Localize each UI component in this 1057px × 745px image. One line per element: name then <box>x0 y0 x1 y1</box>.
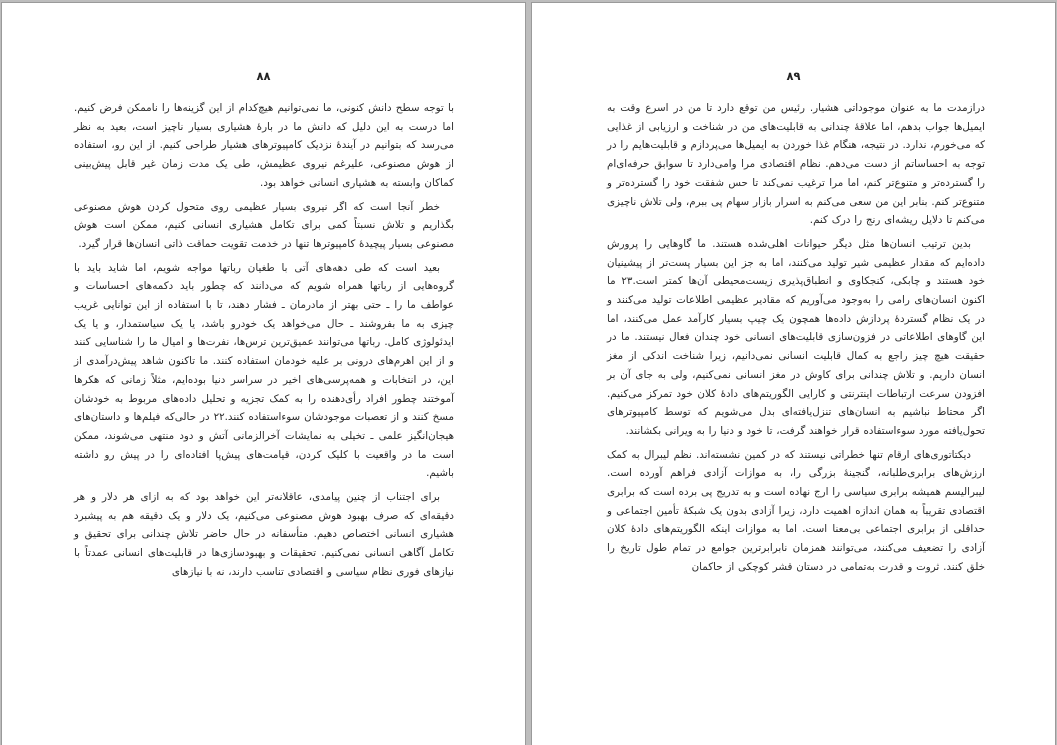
paragraph: درازمدت ما به عنوان موجوداتی هشیار. رئیس من توقع دارد تا من در اسرع وقت به ایمیل‌ها جواب بدهم، اما علاقهٔ چندانی به قابلیت‌های من در شناخت و ارزیابی از غذایی که می‌خورم، ندارد. در نتیجه، هنگام غذا خوردن به ایمیل‌ها می‌پردازم و قابلیت‌هایم را در توجه به احساساتم از دست می‌دهم. نظام اقتصادی مرا وامی‌دارد تا سوابق حرفه‌ای‌ام را گسترده‌تر و متنوع‌تر کنم، اما مرا ترغیب نمی‌کند تا حس شفقت خود را گسترده‌تر و متنوع‌تر کنم. بنابر این من سعی می‌کنم به اسرار بازار سهام پی ببرم، ولی تلاش ناچیزی می‌کنم تا دلایل ریشه‌ای رنج را درک کنم. <box>607 102 985 227</box>
page-number: ۸۸ <box>256 69 271 83</box>
paragraph: بعید است که طی دهه‌های آتی با طغیان رباتها مواجه شویم، اما شاید باید با گروه‌هایی از رباتها همراه شویم که می‌دانند که چطور باید دکمه‌های احساسات و عواطف ما را ـ حتی بهتر از مادرمان ـ فشار دهند، تا با استفاده از این توانایی غریب چیزی به ما بفروشند ـ حال می‌خواهد یک خودرو باشد، یا یک سیاستمدار، و یا یک ایدئولوژی کامل. رباتها می‌توانند عمیق‌ترین ترس‌ها، نفرت‌ها و امیال ما را شناسایی کنند و از این اهرم‌های درونی بر علیه خودمان استفاده کنند. ما تاکنون شاهد پیش‌درآمدی از این، در انتخابات و همه‌پرسی‌های اخیر در سراسر دنیا بوده‌ایم، مثلاً زمانی که هکرها آموختند چطور افراد رأی‌دهنده را به کمک تجزیه و تحلیل داده‌های مربوط به خودشان مسخ کنند و از تعصبات موجودشان سوءاستفاده کنند.۲۲ در حالی‌که فیلم‌ها و داستان‌های هیجان‌انگیز علمی ـ تخیلی به نمایشات آخرالزمانی آتش و دود منتهی می‌شوند، ممکن است ما در واقعیت با کلیک کردن، قیامت‌های پیش‌پا افتاده‌ای را در پیش رو داشته باشیم. <box>74 261 454 480</box>
paragraph: خطر آنجا است که اگر نیروی بسیار عظیمی روی متحول کردن هوش مصنوعی بگذاریم و تلاش نسبتاً کمی برای تکامل هشیاری انسانی کنیم، ممکن است هوش مصنوعی بسیار پیچیدهٔ کامپیوترها تنها در خدمت تقویت حماقت ذاتی انسان‌ها قرار گیرد. <box>74 200 454 250</box>
page-body <box>607 99 985 582</box>
right-page <box>531 2 1056 745</box>
page-body <box>74 99 454 587</box>
paragraph: با توجه سطح دانش کنونی، ما نمی‌توانیم هیچ‌کدام از این گزینه‌ها را ناممکن فرض کنیم. اما درست به این دلیل که دانش ما در بارهٔ هشیاری بسیار ناچیز است، بعید به نظر می‌رسد که بتوانیم در آیندهٔ نزدیک کامپیوترهای هشیار طراحی کنیم. از این رو، استفاده از هوش مصنوعی، علیرغم نیروی عظیمش، طی یک مدت زمان غیر قابل پیش‌بینی کماکان وابسته به هشیاری انسانی خواهد بود. <box>74 102 454 189</box>
page-number: ۸۹ <box>786 69 801 83</box>
paragraph: برای اجتناب از چنین پیامدی، عاقلانه‌تر این خواهد بود که به ازای هر دلار و هر دقیقه‌ای که صرف بهبود هوش مصنوعی می‌کنیم، یک دلار و یک دقیقه هم به پیشبرد هشیاری انسانی اختصاص دهیم. متأسفانه در حال حاضر تلاش چندانی برای تحقیق و تکامل آگاهی انسانی نمی‌کنیم. تحقیقات و بهبودسازی‌ها در قابلیت‌های انسانی عمدتاً با نیازهای فوری نظام سیاسی و اقتصادی تناسب دارند، نه با نیازهای <box>74 491 454 578</box>
paragraph: بدین ترتیب انسان‌ها مثل دیگر حیوانات اهلی‌شده هستند. ما گاوهایی را پرورش داده‌ایم که مقدار عظیمی شیر تولید می‌کنند، اما به جز این بسیار پست‌تر از پیشینیان خود هستند و چابکی، کنجکاوی و انطباق‌پذیری زیست‌محیطی آن‌ها کمتر است.۲۳ ما اکنون انسان‌های رامی را به‌وجود می‌آوریم که مقادیر عظیمی اطلاعات تولید می‌کنند و در یک نظام گستردهٔ پردازش داده‌ها همچون یک چیپ بسیار کارآمد عمل می‌کنند، اما این گاوهای اطلاعاتی در فزون‌سازی قابلیت‌های انسانی خود چندان فعال نیستند. ما در حقیقت هیچ چیز راجع به کمال قابلیت انسانی نمی‌دانیم، زیرا شناخت اندکی از مغز انسان داریم. و تلاش چندانی برای کاوش در مغز انسانی نمی‌کنیم، ولی به جای آن بر افزودن سرعت ارتباطات اینترنتی و کارایی الگوریتم‌های دادهٔ کلان خود تمرکز می‌کنیم. اگر محتاط نباشیم به انسان‌های تنزل‌یافته‌ای بدل می‌شویم که توسط کامپیوترهای تحول‌یافته مورد سوءاستفاده قرار خواهند گرفت، تا خود و دنیا را به ویرانی بکشانند. <box>607 237 985 437</box>
left-page <box>1 2 526 745</box>
paragraph: دیکتاتوری‌های ارقام تنها خطراتی نیستند که در کمین نشسته‌اند. نظم لیبرال به کمک ارزش‌های برابری‌طلبانه، گنجینهٔ بزرگی را، به موازات آزادی فراهم آورده است. لیبرالیسم همیشه برابری سیاسی را ارج نهاده است و به تدریج پی برده است که برابری اقتصادی تقریباً به همان اندازه اهمیت دارد، زیرا آزادی بدون یک شبکهٔ تأمین اجتماعی و حداقلی از برابری اجتماعی بی‌معنا است. اما به موازات اینکه الگوریتم‌های دادهٔ کلان آزادی را تضعیف می‌کنند، می‌توانند همزمان نابرابرترین جوامع در تمام طول تاریخ را خلق کنند. ثروت و قدرت به‌تمامی در دستان قشر کوچکی از حاکمان <box>607 448 985 573</box>
